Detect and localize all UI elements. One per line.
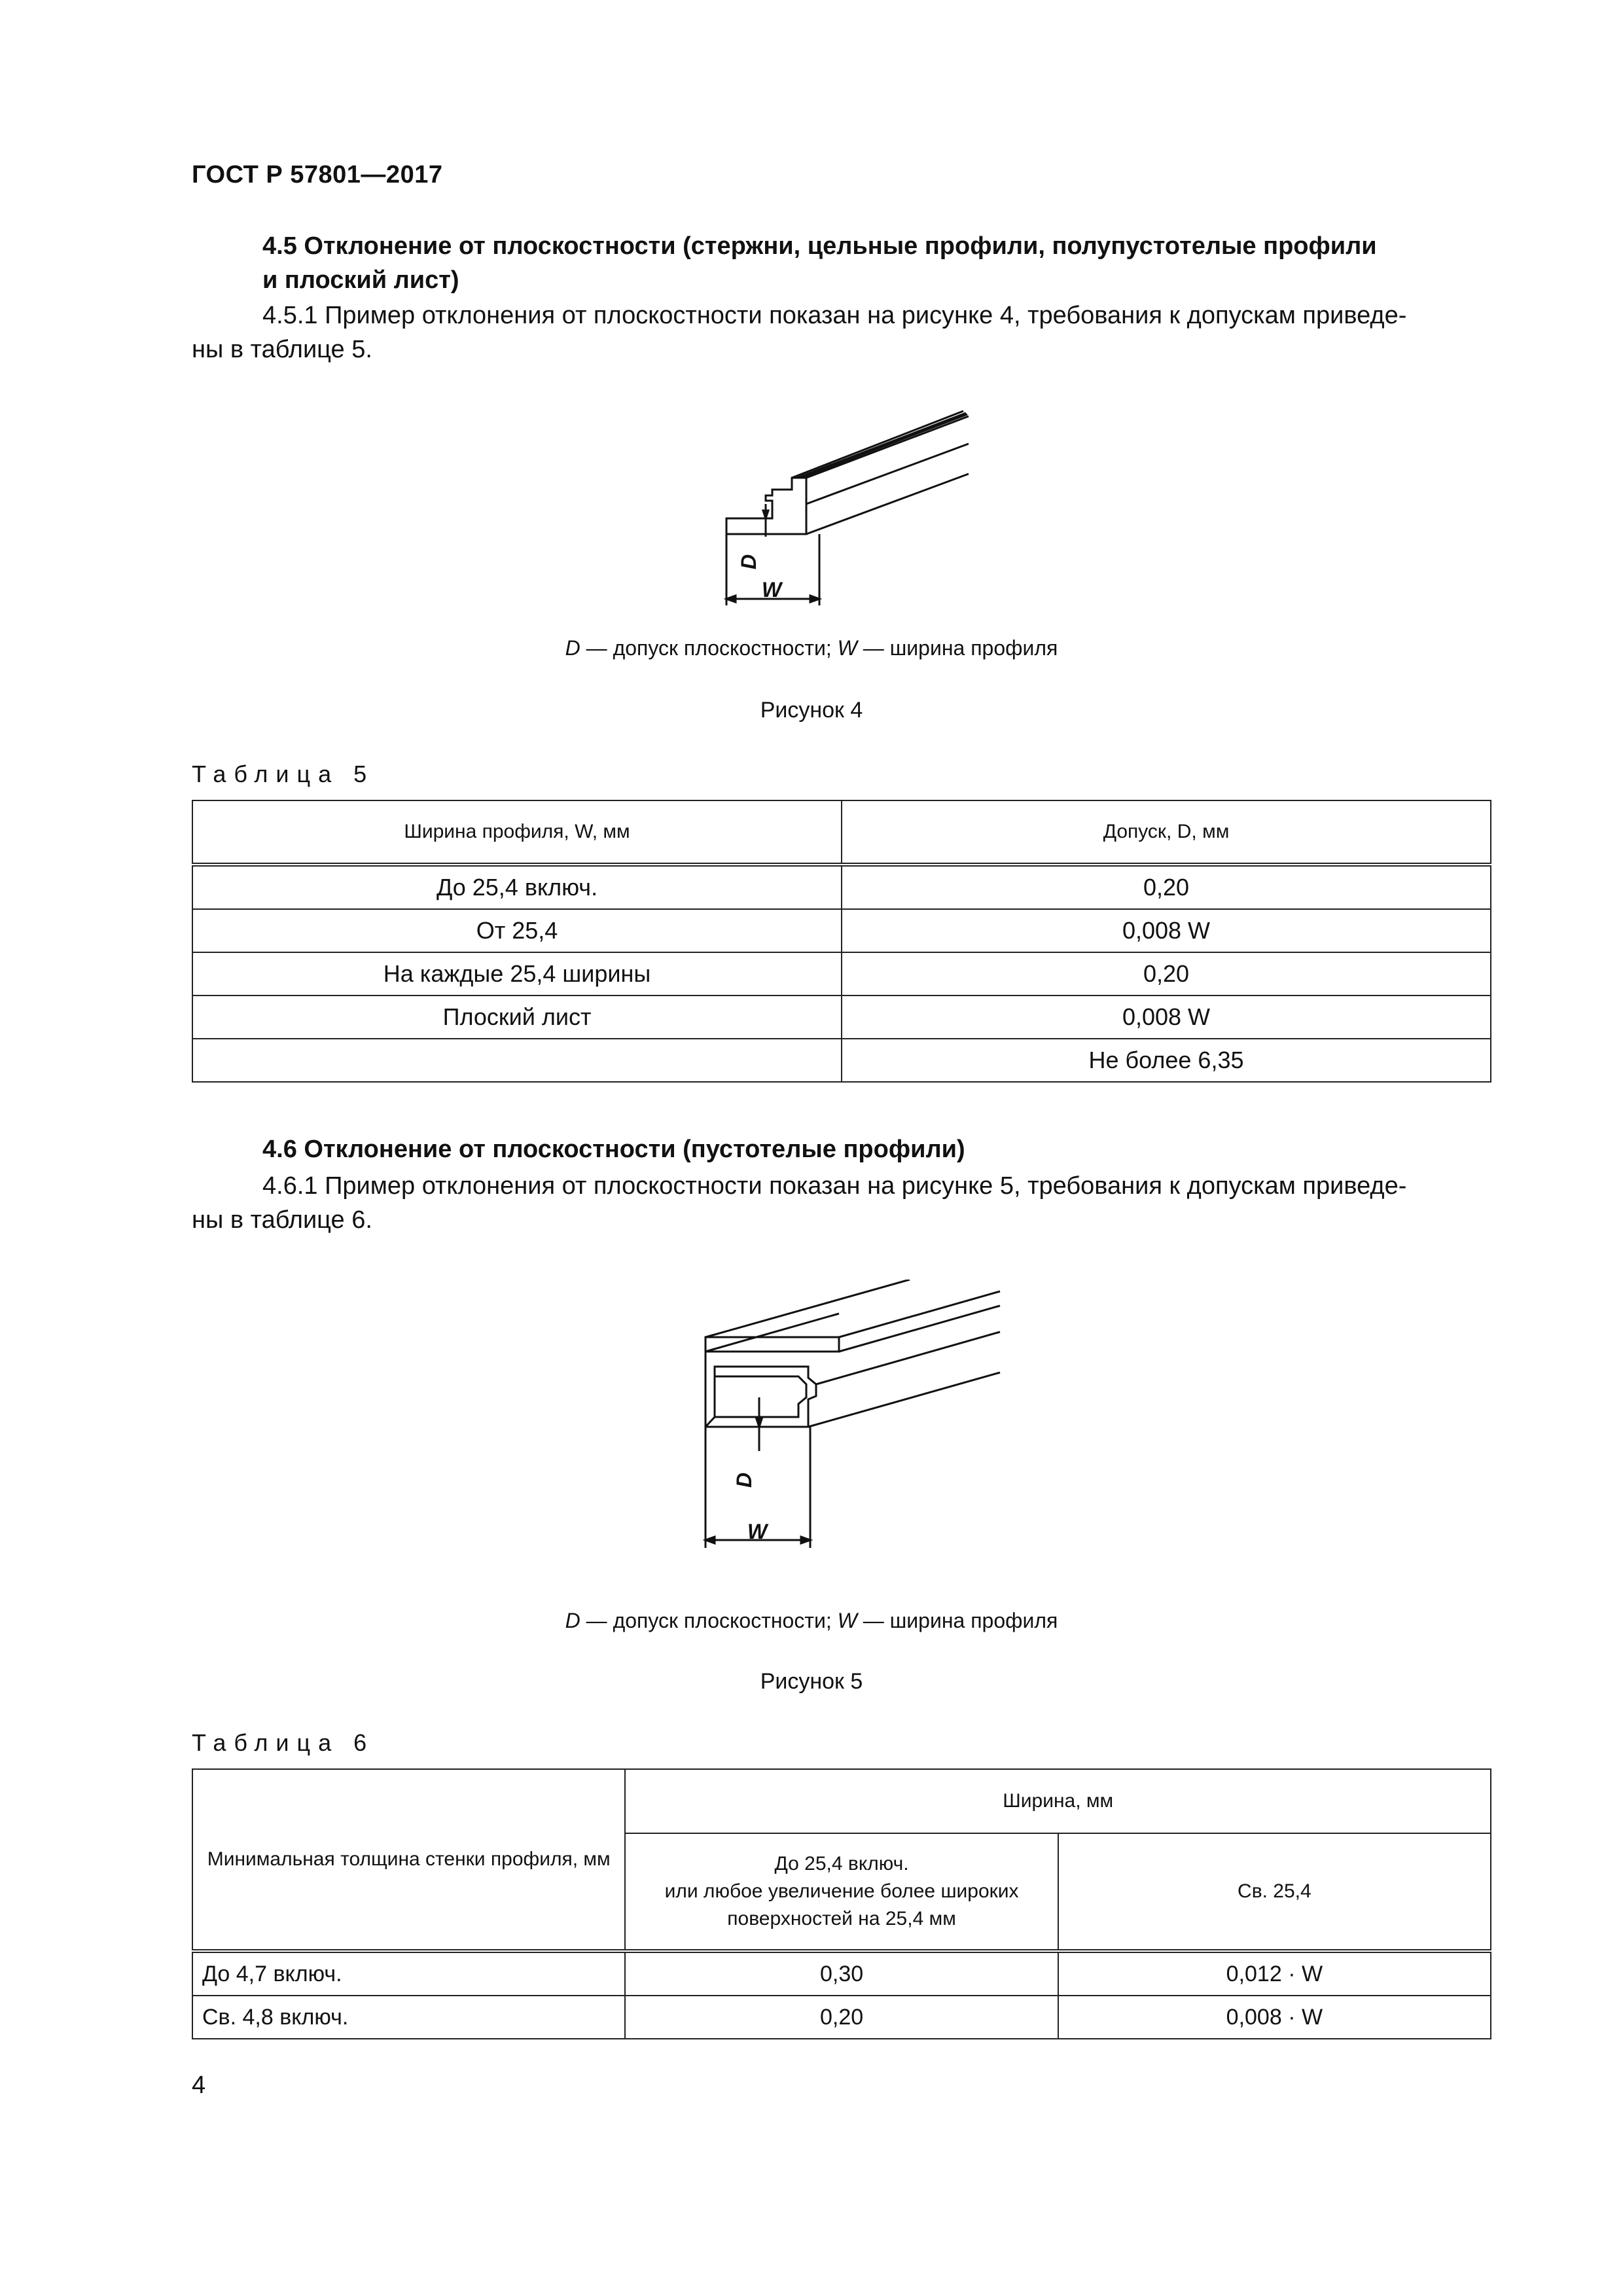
- hollow-profile-inner: [715, 1376, 806, 1417]
- table-row: До 4,7 включ. 0,30 0,012 · W: [192, 1951, 1491, 1996]
- table-row: Св. 4,8 включ. 0,20 0,008 · W: [192, 1996, 1491, 2039]
- top-edge-back-1: [705, 1280, 910, 1337]
- table-6: [192, 1768, 1491, 2039]
- profile-top-edge-1: [792, 411, 963, 478]
- table-row: Не более 6,35: [192, 1039, 1491, 1082]
- table-6-header-width-group: Ширина, мм: [625, 1769, 1491, 1833]
- dimension-w-arrow-left: [726, 596, 736, 602]
- section-4-6-title: 4.6 Отклонение от плоскостности (пустотелые профили): [262, 1136, 965, 1163]
- figure-5-title: Рисунок 5: [760, 1669, 863, 1694]
- section-4-5-title-line2: и плоский лист): [262, 266, 459, 294]
- document-code: ГОСТ Р 57801—2017: [192, 161, 443, 188]
- caption-w-symbol: W: [837, 636, 857, 660]
- dimension-w-arrow-right: [801, 1537, 810, 1543]
- table-6-label: Таблица 6: [192, 1729, 375, 1756]
- hollow-profile-outer: [705, 1337, 839, 1427]
- figure-4-caption: D — допуск плоскостности; W — ширина профиля: [565, 636, 1058, 660]
- table-6-header-upto-25-4: До 25,4 включ. или любое увеличение более широких поверхностей на 25,4 мм: [625, 1833, 1058, 1951]
- section-4-5-1-line1: 4.5.1 Пример отклонения от плоскостности показан на рисунке 4, требования к допускам приведе-: [262, 302, 1407, 329]
- top-edge-back-2: [839, 1291, 1000, 1337]
- table-row: От 25,4 0,008 W: [192, 909, 1491, 952]
- figure-5-label-w: W: [747, 1520, 768, 1543]
- dimension-d-arrow: [763, 511, 768, 518]
- caption-d-symbol: D: [565, 636, 580, 660]
- table-5-header-tolerance: Допуск, D, мм: [842, 800, 1491, 865]
- profile-top-edge-4: [802, 414, 967, 478]
- caption-w-symbol: W: [837, 1609, 857, 1632]
- table-6-header-over-25-4: Св. 25,4: [1058, 1833, 1491, 1951]
- section-4-6-1-line2: ны в таблице 6.: [192, 1206, 372, 1234]
- profile-bottom-edge: [806, 474, 969, 534]
- profile-top-edge-3: [797, 413, 966, 478]
- table-5-header-width: Ширина профиля, W, мм: [192, 800, 842, 865]
- table-5-label: Таблица 5: [192, 761, 375, 787]
- dimension-w-arrow-left: [705, 1537, 715, 1543]
- profile-top-edge-2: [806, 416, 969, 478]
- section-4-5-title-line1: 4.5 Отклонение от плоскостности (стержни, цельные профили, полупустотелые профили: [262, 232, 1377, 260]
- figure-4-drawing: [707, 406, 982, 622]
- section-4-6-1-line1: 4.6.1 Пример отклонения от плоскостности показан на рисунке 5, требования к допускам приведе-: [262, 1172, 1407, 1200]
- figure-5-drawing: [694, 1280, 1014, 1554]
- figure-4-label-w: W: [762, 578, 782, 601]
- figure-4-title: Рисунок 4: [760, 698, 863, 723]
- bottom-edge-back: [808, 1372, 1000, 1427]
- table-row: Плоский лист 0,008 W: [192, 996, 1491, 1039]
- dimension-w-arrow-right: [810, 596, 819, 602]
- page-number: 4: [192, 2072, 206, 2099]
- table-6-header-wall-thickness: Минимальная толщина стенки профиля, мм: [192, 1769, 625, 1951]
- figure-5-caption: D — допуск плоскостности; W — ширина профиля: [565, 1609, 1058, 1632]
- mid-edge-back: [816, 1332, 1000, 1384]
- table-row: До 25,4 включ. 0,20: [192, 865, 1491, 909]
- figure-5-label-d: D: [732, 1472, 756, 1488]
- top-edge-back-3: [839, 1306, 1000, 1352]
- table-row: На каждые 25,4 ширины 0,20: [192, 952, 1491, 996]
- figure-4-label-d: D: [737, 554, 760, 569]
- dimension-d-arrow: [757, 1419, 762, 1427]
- caption-d-symbol: D: [565, 1609, 580, 1632]
- profile-mid-edge: [806, 444, 969, 504]
- table-5: [192, 800, 1491, 1083]
- section-4-5-1-line2: ны в таблице 5.: [192, 336, 372, 363]
